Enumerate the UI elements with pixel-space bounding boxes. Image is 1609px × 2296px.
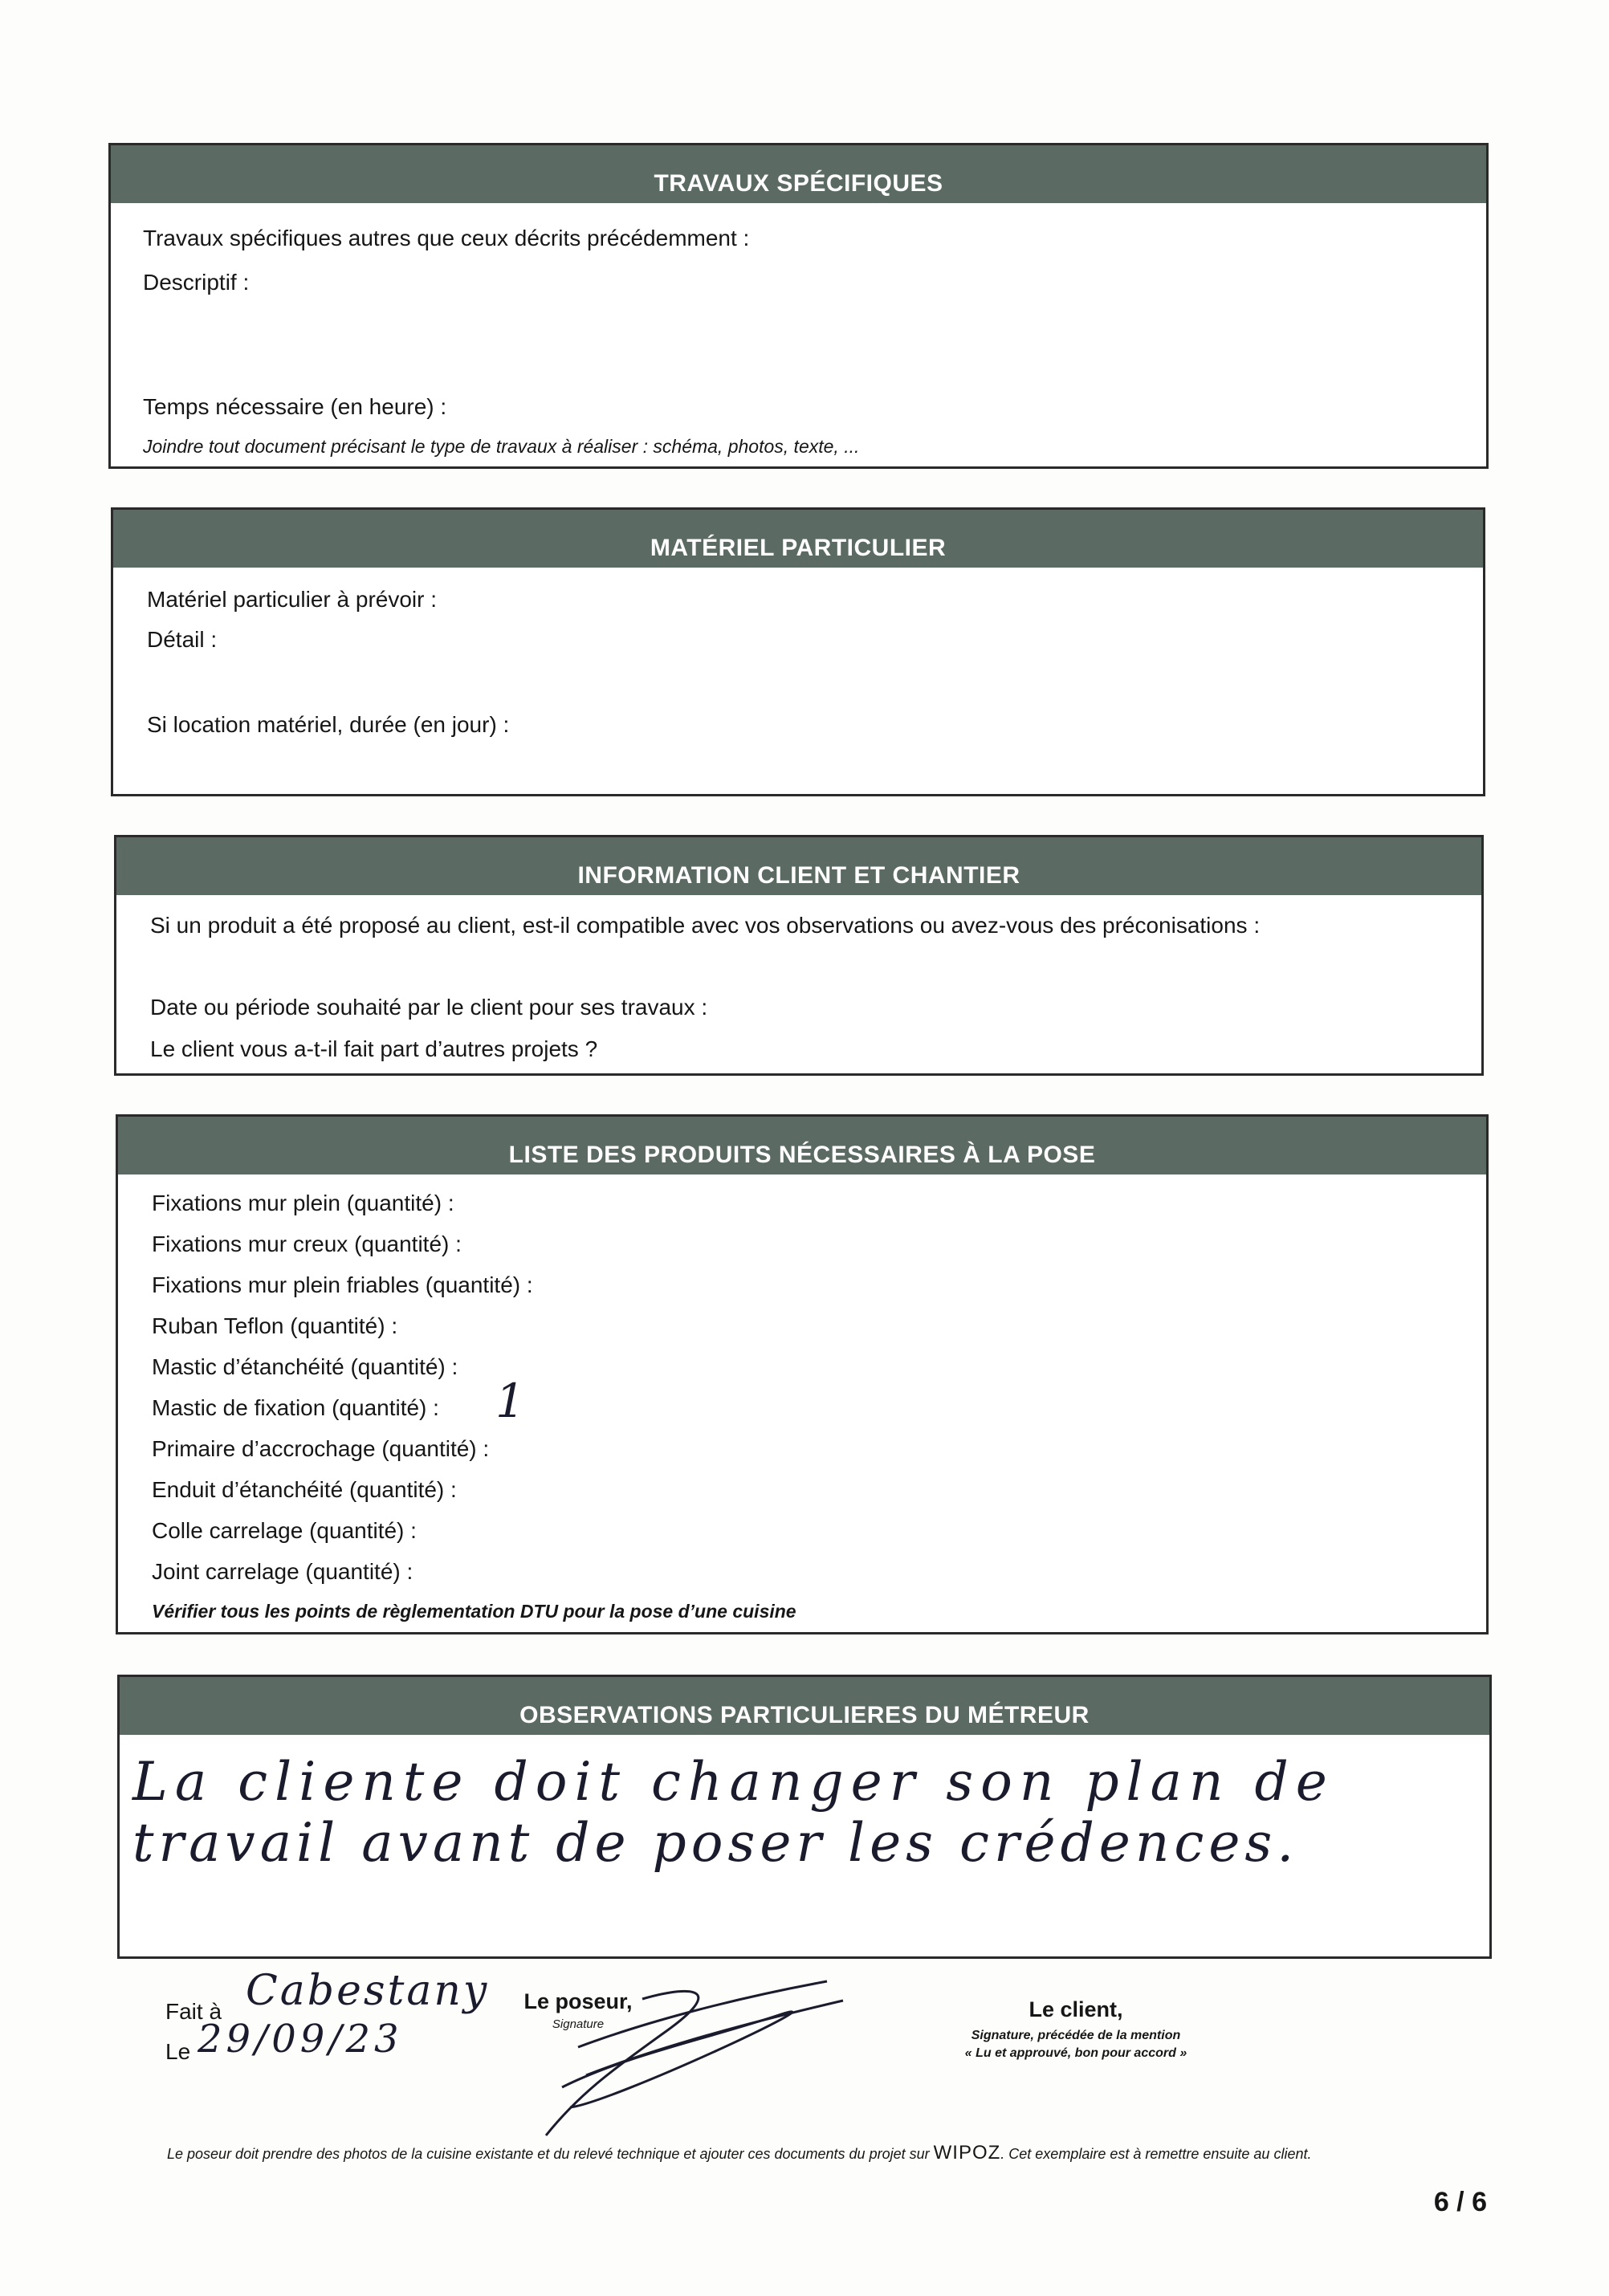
section-title: MATÉRIEL PARTICULIER [113, 510, 1483, 568]
fait-a-value: Cabestany [246, 1967, 490, 2015]
footer-text-before: Le poseur doit prendre des photos de la cuisine existante et du relevé technique et ajouter ces documents du projet sur [167, 2146, 930, 2162]
product-item: Ruban Teflon (quantité) : [152, 1313, 398, 1338]
autres-projets-label: Le client vous a-t-il fait part d’autres projets ? [150, 1036, 598, 1061]
product-item: Fixations mur plein (quantité) : [152, 1191, 454, 1215]
section-liste-produits [116, 1114, 1489, 1634]
detail-label: Détail : [147, 627, 218, 652]
product-item: Colle carrelage (quantité) : [152, 1518, 417, 1543]
footer-text-after: . Cet exemplaire est à remettre ensuite au client. [1000, 2146, 1312, 2162]
descriptif-label: Descriptif : [143, 270, 250, 295]
product-item: Mastic de fixation (quantité) : [152, 1395, 439, 1420]
product-item: Enduit d’étanchéité (quantité) : [152, 1477, 457, 1502]
section-materiel-particulier [111, 507, 1485, 796]
travaux-autres-label: Travaux spécifiques autres que ceux décrits précédemment : [143, 226, 750, 250]
fait-a-label: Fait à [165, 1999, 222, 2024]
client-sub2: « Lu et approuvé, bon pour accord » [964, 2046, 1187, 2060]
section-title: OBSERVATIONS PARTICULIERES DU MÉTREUR [120, 1677, 1489, 1735]
poseur-signature-scribble [514, 1967, 851, 2151]
section-information-client [114, 835, 1484, 1076]
date-value: 29/09/23 [198, 2017, 403, 2062]
client-label: Le client, [1029, 1997, 1123, 2021]
temps-necessaire-label: Temps nécessaire (en heure) : [143, 394, 447, 419]
dtu-note: Vérifier tous les points de règlementation DTU pour la pose d’une cuisine [152, 1601, 796, 1622]
section-observations [117, 1675, 1492, 1959]
section-travaux-specifiques [108, 143, 1489, 469]
travaux-note: Joindre tout document précisant le type de travaux à réaliser : schéma, photos, texte, ... [143, 436, 860, 457]
le-label: Le [165, 2039, 191, 2064]
poseur-sub: Signature [552, 2017, 605, 2031]
wipoz-brand: WIPOZ [933, 2142, 1001, 2164]
materiel-prevoir-label: Matériel particulier à prévoir : [147, 587, 438, 612]
observation-handwritten-line1: La cliente doit changer son plan de [132, 1751, 1334, 1813]
section-title: INFORMATION CLIENT ET CHANTIER [116, 837, 1481, 895]
section-title: TRAVAUX SPÉCIFIQUES [111, 145, 1486, 203]
client-sub1: Signature, précédée de la mention [971, 2029, 1181, 2042]
section-title: LISTE DES PRODUITS NÉCESSAIRES À LA POSE [118, 1117, 1486, 1174]
page-number: 6 / 6 [1433, 2187, 1487, 2217]
product-item: Fixations mur plein friables (quantité) : [152, 1272, 533, 1297]
product-item: Primaire d’accrochage (quantité) : [152, 1436, 490, 1461]
location-duree-label: Si location matériel, durée (en jour) : [147, 712, 510, 737]
produit-compatible-label: Si un produit a été proposé au client, est-il compatible avec vos observations ou avez-vous des préconisations : [150, 913, 1261, 938]
date-periode-label: Date ou période souhaité par le client pour ses travaux : [150, 995, 708, 1020]
product-item: Joint carrelage (quantité) : [152, 1559, 413, 1584]
poseur-label: Le poseur, [523, 1989, 633, 2013]
product-item: Mastic d’étanchéité (quantité) : [152, 1354, 458, 1379]
mastic-fixation-value: 1 [495, 1374, 525, 1428]
product-item: Fixations mur creux (quantité) : [152, 1231, 462, 1256]
footer-note [167, 2142, 1311, 2164]
client-signature-block [923, 1997, 1228, 2061]
observation-handwritten-line2: travail avant de poser les crédences. [132, 1812, 1299, 1874]
